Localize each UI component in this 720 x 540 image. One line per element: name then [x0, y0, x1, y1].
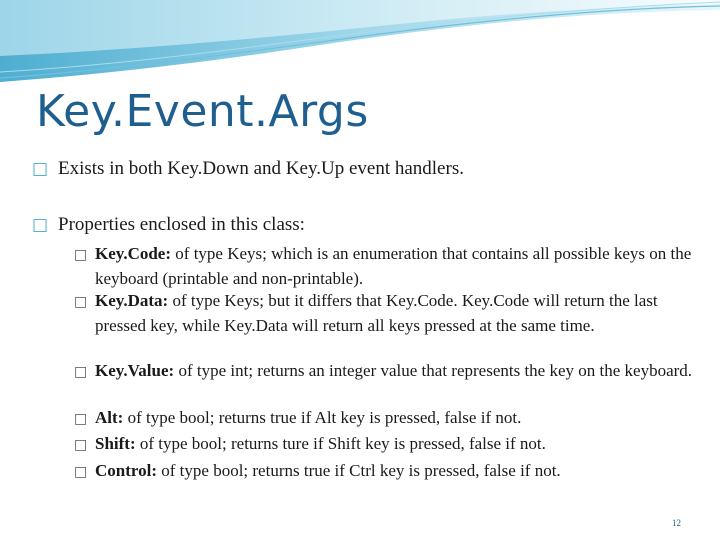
sub-bullet-marker-icon: □	[74, 464, 88, 480]
sub-bullet-item	[74, 406, 700, 431]
page-number: 12	[672, 518, 681, 528]
property-name: Shift:	[95, 434, 136, 453]
sub-bullet-marker-icon: □	[74, 437, 88, 453]
property-name: Control:	[95, 461, 158, 480]
property-description: of type Keys; which is an enumeration that contains all possible keys on the keyboard (printable and non-printable).	[95, 244, 692, 288]
property-description: of type bool; returns ture if Shift key is pressed, false if not.	[135, 434, 546, 453]
property-name: Alt:	[95, 408, 124, 427]
header-wave-decoration	[0, 0, 720, 90]
property-name: Key.Value:	[95, 361, 175, 380]
property-name: Key.Data:	[95, 291, 169, 310]
sub-bullet-marker-icon: □	[74, 294, 88, 310]
bullet-item	[32, 214, 305, 236]
property-name: Key.Code:	[95, 244, 172, 263]
property-description: of type Keys; but it differs that Key.Code. Key.Code will return the last pressed key, while Key.Data will return all keys pressed at the same time.	[95, 291, 658, 335]
bullet-item	[32, 158, 464, 180]
bullet-marker-icon: □	[32, 159, 49, 179]
sub-bullet-item	[74, 242, 700, 290]
property-description: of type bool; returns true if Ctrl key is pressed, false if not.	[157, 461, 561, 480]
sub-bullet-item	[74, 359, 700, 384]
sub-bullet-item	[74, 432, 700, 457]
page-title: Key.Event.Args	[36, 86, 369, 137]
bullet-marker-icon: □	[32, 215, 49, 235]
sub-bullet-marker-icon: □	[74, 364, 88, 380]
property-description: of type bool; returns true if Alt key is pressed, false if not.	[123, 408, 522, 427]
sub-bullet-marker-icon: □	[74, 411, 88, 427]
property-description: of type int; returns an integer value that represents the key on the keyboard.	[174, 361, 693, 380]
bullet-text: Properties enclosed in this class:	[58, 214, 305, 235]
sub-bullet-item	[74, 459, 700, 484]
sub-bullet-marker-icon: □	[74, 247, 88, 263]
sub-bullet-item	[74, 289, 700, 337]
bullet-text: Exists in both Key.Down and Key.Up event handlers.	[58, 158, 464, 179]
